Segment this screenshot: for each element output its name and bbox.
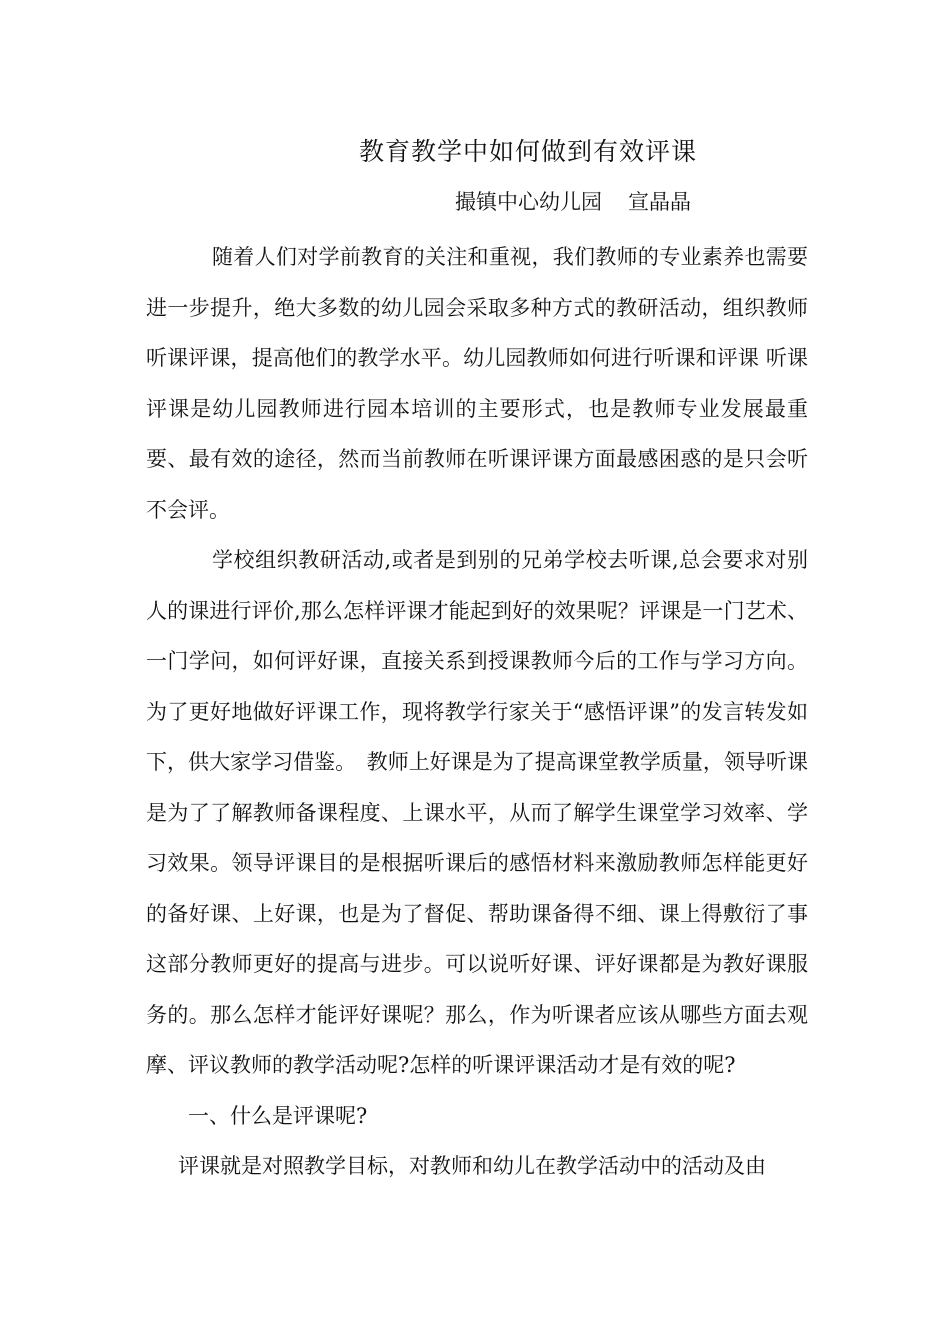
paragraph-evaluation: 学校组织教研活动,或者是到别的兄弟学校去听课,总会要求对别人的课进行评价,那么怎样评课才能起到好的效果呢？评课是一门艺术、一门学问，如何评好课，直接关系到授课教师今后的工作与学习方向。为了更好地做好评课工作，现将教学行家关于“感悟评课”的发言转发如下，供大家学习借鉴。 教师上好课是为了提高课堂教学质量，领导听课是为了了解教师备课程度、上课水平，从而了解学生课堂学习效率、学习效果。领导评课目的是根据听课后的感悟材料来激励教师怎样能更好的备好课、上好课，也是为了督促、帮助课备得不细、课上得敷衍了事这部分教师更好的提高与进步。可以说听好课、评好课都是为教好课服务的。那么怎样才能评好课呢？那么，作为听课者应该从哪些方面去观摩、评议教师的教学活动呢?怎样的听课评课活动才是有效的呢? — [146, 548, 808, 1077]
author-byline — [455, 186, 691, 218]
document-title: 教育教学中如何做到有效评课 — [358, 137, 697, 166]
section-heading: 一、什么是评课呢? — [188, 1103, 368, 1128]
paragraph-definition: 评课就是对照教学目标，对教师和幼儿在教学活动中的活动及由 — [178, 1154, 766, 1178]
document-body — [146, 232, 808, 1192]
author-name: 宣晶晶 — [628, 190, 691, 214]
paragraph-intro: 随着人们对学前教育的关注和重视，我们教师的专业素养也需要进一步提升，绝大多数的幼儿园会采取多种方式的教研活动，组织教师听课评课，提高他们的教学水平。幼儿园教师如何进行听课和评课 听课评课是幼儿园教师进行园本培训的主要形式，也是教师专业发展最重要、最有效的途径，然而当前教师在听课评课方面最感困惑的是只会听不会评。 — [146, 245, 808, 522]
author-school: 撮镇中心幼儿园 — [455, 190, 602, 214]
